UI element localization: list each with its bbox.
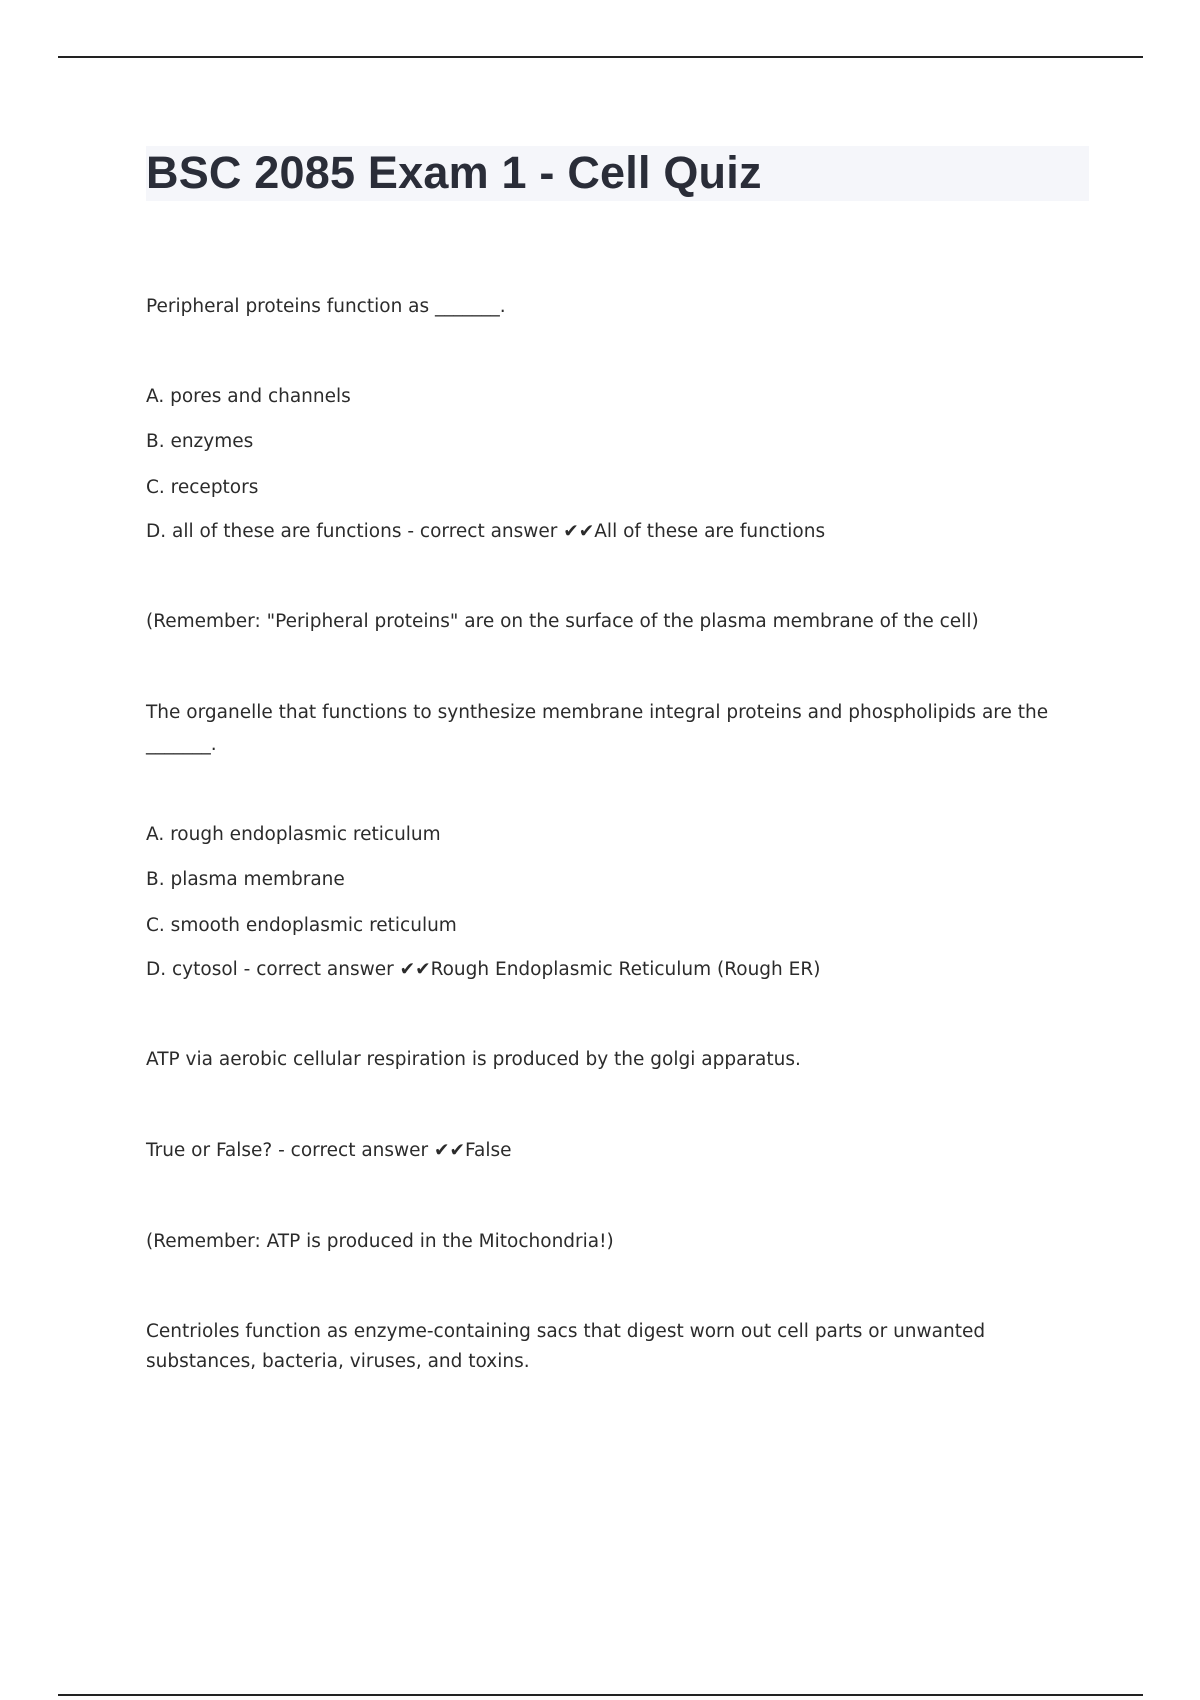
q2-question-line2: _______. bbox=[146, 734, 217, 755]
q4-question: Centrioles function as enzyme-containing sacs that digest worn out cell parts or unwanted substances, bacteria, viruses, and toxins. bbox=[146, 1321, 986, 1372]
page-title: BSC 2085 Exam 1 - Cell Quiz bbox=[146, 147, 762, 198]
q1-option-c: C. receptors bbox=[146, 477, 259, 498]
q1-note: (Remember: "Peripheral proteins" are on the surface of the plasma membrane of the cell) bbox=[146, 611, 979, 632]
footer-rule bbox=[58, 1694, 1143, 1696]
q3-answer: True or False? - correct answer ✔✔False bbox=[146, 1140, 512, 1161]
q2-option-b: B. plasma membrane bbox=[146, 869, 345, 890]
q3-question: ATP via aerobic cellular respiration is produced by the golgi apparatus. bbox=[146, 1049, 801, 1070]
q2-option-a: A. rough endoplasmic reticulum bbox=[146, 824, 441, 845]
header-rule bbox=[58, 56, 1143, 58]
q3-note: (Remember: ATP is produced in the Mitochondria!) bbox=[146, 1231, 614, 1252]
q1-option-b: B. enzymes bbox=[146, 431, 254, 452]
q2-question-line1: The organelle that functions to synthesize membrane integral proteins and phospholipids are the bbox=[146, 702, 1049, 723]
q2-option-d-answer: D. cytosol - correct answer ✔✔Rough Endoplasmic Reticulum (Rough ER) bbox=[146, 959, 821, 980]
q2-option-c: C. smooth endoplasmic reticulum bbox=[146, 915, 457, 936]
q1-option-d-answer: D. all of these are functions - correct answer ✔✔All of these are functions bbox=[146, 521, 826, 542]
q1-option-a: A. pores and channels bbox=[146, 386, 351, 407]
q1-question: Peripheral proteins function as _______. bbox=[146, 296, 506, 317]
